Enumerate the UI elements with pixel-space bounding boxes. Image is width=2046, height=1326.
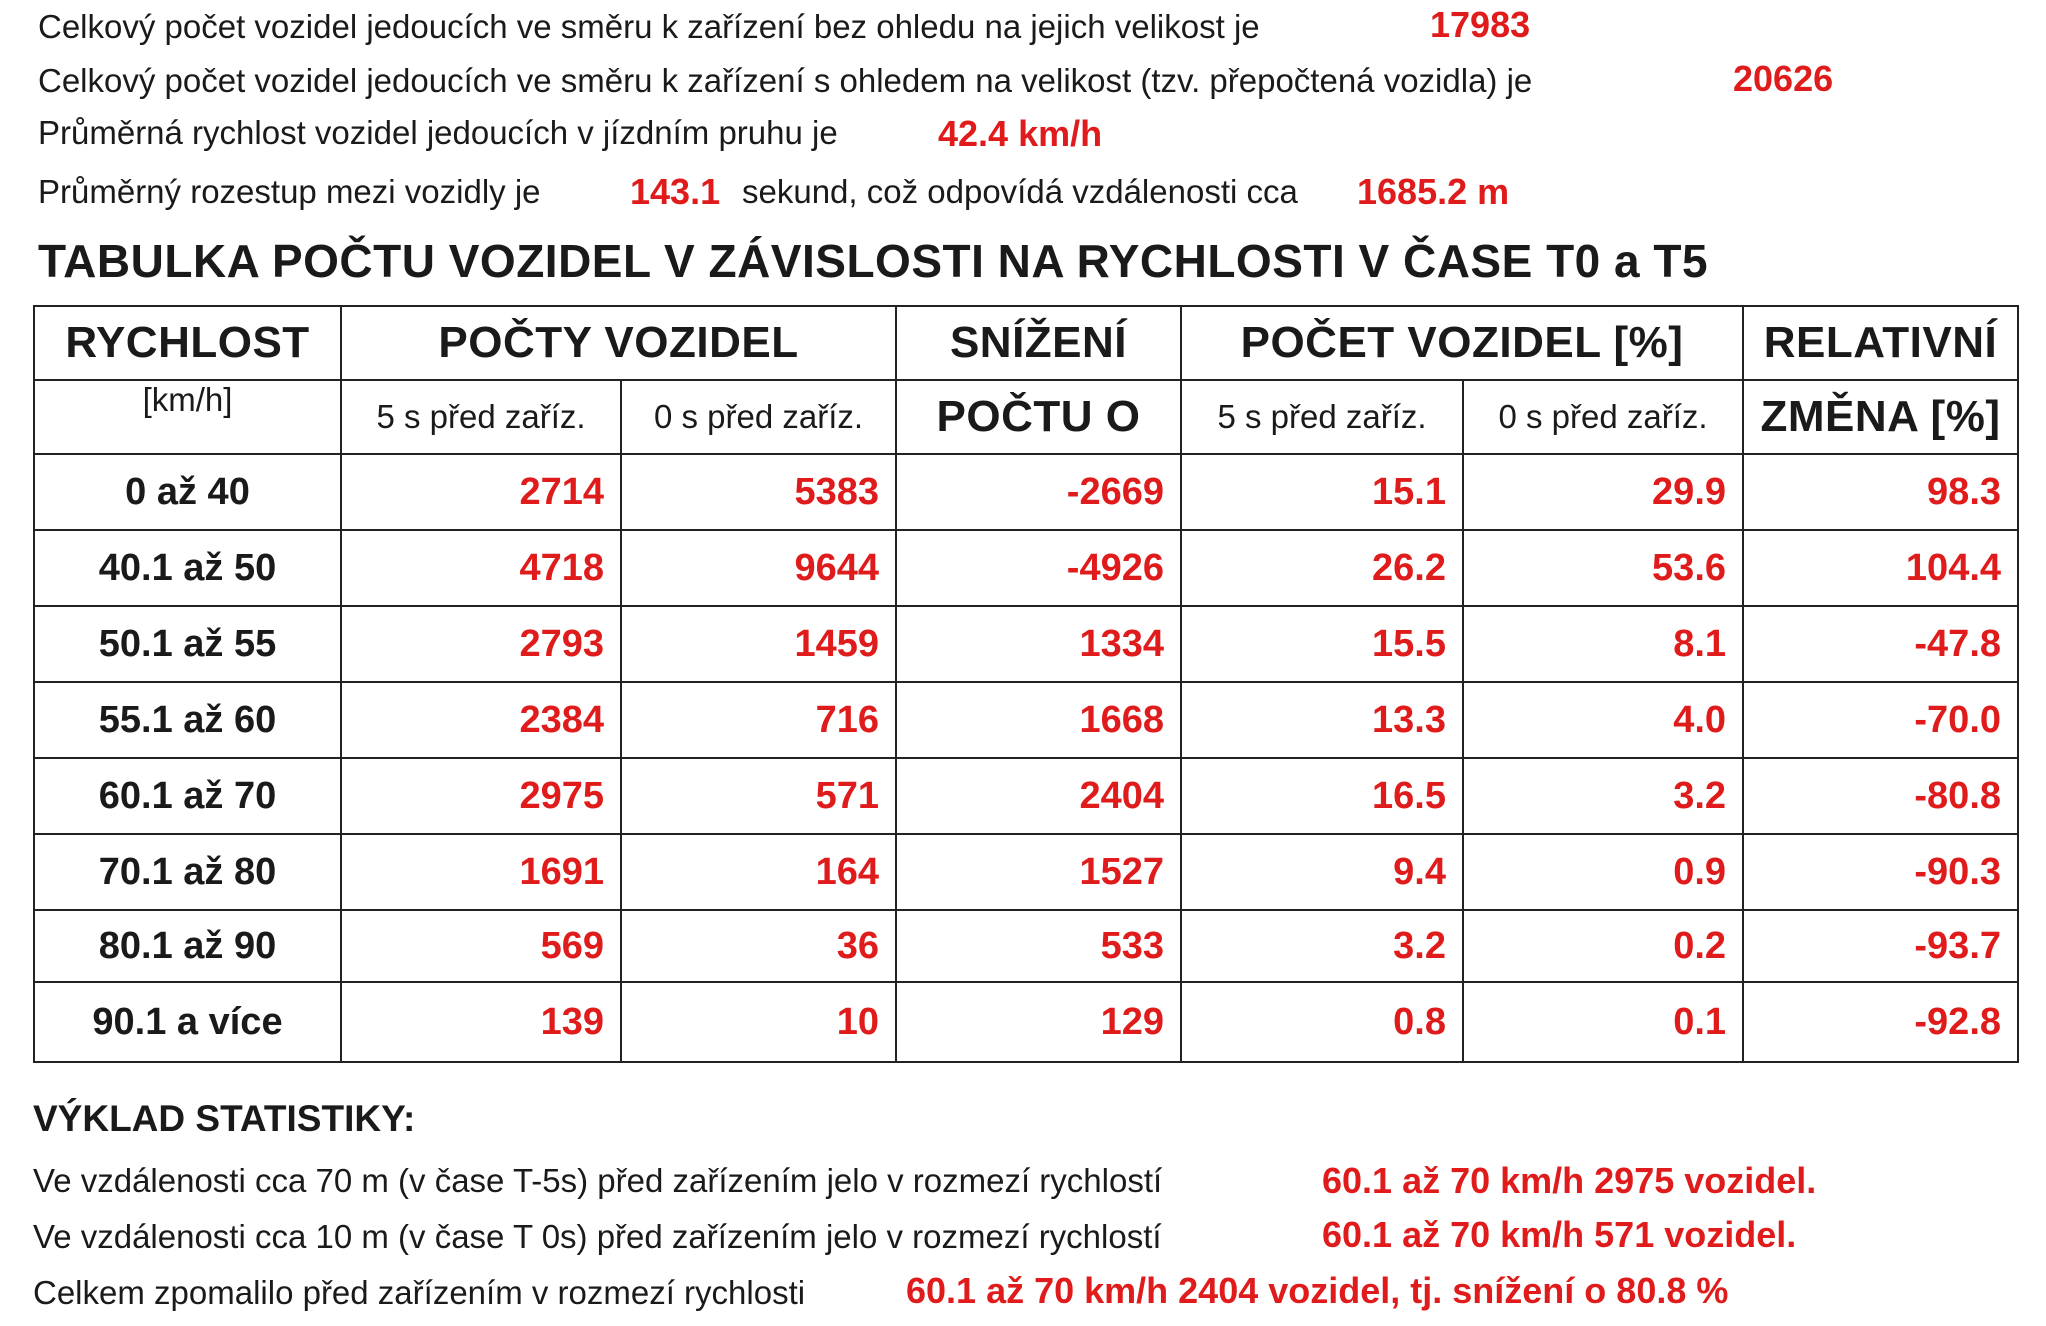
cell-before: 2975 xyxy=(341,758,621,834)
interpretation-line3-value: 60.1 až 70 km/h 2404 vozidel, tj. snížení o 80.8 % xyxy=(906,1270,1729,1311)
interpretation-title: VÝKLAD STATISTIKY: xyxy=(33,1098,416,1139)
cell-reduction: 2404 xyxy=(896,758,1181,834)
header-relative-line1: RELATIVNÍ xyxy=(1743,306,2018,380)
cell-at: 716 xyxy=(621,682,896,758)
cell-pct-at: 0.9 xyxy=(1463,834,1743,910)
table-title: TABULKA POČTU VOZIDEL V ZÁVISLOSTI NA RYCHLOSTI V ČASE T0 a T5 xyxy=(38,235,1709,287)
cell-pct-before: 16.5 xyxy=(1181,758,1463,834)
interpretation-line2-text: Ve vzdálenosti cca 10 m (v čase T 0s) před zařízením jelo v rozmezí rychlostí xyxy=(33,1218,1162,1255)
summary-converted-vehicles-label: Celkový počet vozidel jedoucích ve směru k zařízení s ohledem na velikost (tzv. přepočtená vozidla) je xyxy=(38,62,1533,99)
row-speed-range: 50.1 až 55 xyxy=(34,606,341,682)
row-speed-range: 90.1 a více xyxy=(34,982,341,1062)
cell-pct-at: 8.1 xyxy=(1463,606,1743,682)
table-row xyxy=(34,834,2018,910)
cell-before: 2793 xyxy=(341,606,621,682)
header-counts: POČTY VOZIDEL xyxy=(341,306,896,380)
cell-before: 1691 xyxy=(341,834,621,910)
row-speed-range: 60.1 až 70 xyxy=(34,758,341,834)
cell-relative: -80.8 xyxy=(1743,758,2018,834)
cell-relative: 98.3 xyxy=(1743,454,2018,530)
cell-relative: 104.4 xyxy=(1743,530,2018,606)
summary-average-speed-value: 42.4 km/h xyxy=(938,113,1103,154)
interpretation-line1-text: Ve vzdálenosti cca 70 m (v čase T-5s) před zařízením jelo v rozmezí rychlostí xyxy=(33,1162,1163,1199)
header-percent: POČET VOZIDEL [%] xyxy=(1181,306,1743,380)
vehicle-speed-table xyxy=(33,305,2019,1063)
cell-relative: -93.7 xyxy=(1743,910,2018,982)
header-counts-before: 5 s před zaříz. xyxy=(341,380,621,454)
summary-average-speed-label: Průměrná rychlost vozidel jedoucích v jízdním pruhu je xyxy=(38,114,838,151)
cell-pct-at: 4.0 xyxy=(1463,682,1743,758)
cell-pct-at: 53.6 xyxy=(1463,530,1743,606)
summary-gap-distance-label: sekund, což odpovídá vzdálenosti cca xyxy=(742,173,1298,210)
header-speed: RYCHLOST xyxy=(34,306,341,380)
header-percent-at: 0 s před zaříz. xyxy=(1463,380,1743,454)
cell-before: 569 xyxy=(341,910,621,982)
cell-before: 139 xyxy=(341,982,621,1062)
cell-reduction: -2669 xyxy=(896,454,1181,530)
cell-reduction: 1527 xyxy=(896,834,1181,910)
cell-pct-at: 29.9 xyxy=(1463,454,1743,530)
interpretation-line1-value: 60.1 až 70 km/h 2975 vozidel. xyxy=(1322,1160,1817,1201)
row-speed-range: 40.1 až 50 xyxy=(34,530,341,606)
header-reduction-line2: POČTU O xyxy=(896,380,1181,454)
cell-before: 4718 xyxy=(341,530,621,606)
table-row xyxy=(34,530,2018,606)
cell-relative: -70.0 xyxy=(1743,682,2018,758)
summary-gap-seconds-value: 143.1 xyxy=(630,171,721,212)
row-speed-range: 55.1 až 60 xyxy=(34,682,341,758)
row-speed-range: 80.1 až 90 xyxy=(34,910,341,982)
cell-reduction: 1668 xyxy=(896,682,1181,758)
table-row xyxy=(34,910,2018,982)
cell-pct-before: 3.2 xyxy=(1181,910,1463,982)
interpretation-line2-value: 60.1 až 70 km/h 571 vozidel. xyxy=(1322,1214,1797,1255)
cell-at: 10 xyxy=(621,982,896,1062)
header-relative-line2: ZMĚNA [%] xyxy=(1743,380,2018,454)
cell-pct-at: 0.2 xyxy=(1463,910,1743,982)
row-speed-range: 70.1 až 80 xyxy=(34,834,341,910)
cell-pct-before: 15.5 xyxy=(1181,606,1463,682)
summary-gap-distance-value: 1685.2 m xyxy=(1357,171,1510,212)
cell-pct-before: 26.2 xyxy=(1181,530,1463,606)
cell-pct-before: 0.8 xyxy=(1181,982,1463,1062)
cell-pct-at: 3.2 xyxy=(1463,758,1743,834)
header-reduction-line1: SNÍŽENÍ xyxy=(896,306,1181,380)
cell-before: 2384 xyxy=(341,682,621,758)
table-row xyxy=(34,606,2018,682)
cell-reduction: 533 xyxy=(896,910,1181,982)
summary-total-vehicles-value: 17983 xyxy=(1430,4,1531,45)
summary-total-vehicles-label: Celkový počet vozidel jedoucích ve směru k zařízení bez ohledu na jejich velikost je xyxy=(38,8,1260,45)
cell-at: 5383 xyxy=(621,454,896,530)
cell-reduction: 129 xyxy=(896,982,1181,1062)
cell-pct-before: 15.1 xyxy=(1181,454,1463,530)
table-row xyxy=(34,982,2018,1062)
header-percent-before: 5 s před zaříz. xyxy=(1181,380,1463,454)
cell-before: 2714 xyxy=(341,454,621,530)
table-row xyxy=(34,758,2018,834)
cell-relative: -47.8 xyxy=(1743,606,2018,682)
cell-at: 9644 xyxy=(621,530,896,606)
cell-at: 164 xyxy=(621,834,896,910)
table-row xyxy=(34,682,2018,758)
cell-pct-before: 9.4 xyxy=(1181,834,1463,910)
cell-relative: -90.3 xyxy=(1743,834,2018,910)
cell-reduction: -4926 xyxy=(896,530,1181,606)
header-speed-unit: [km/h] xyxy=(34,380,341,454)
interpretation-line3-text: Celkem zpomalilo před zařízením v rozmezí rychlosti xyxy=(33,1274,806,1311)
cell-relative: -92.8 xyxy=(1743,982,2018,1062)
table-row xyxy=(34,454,2018,530)
summary-gap-label: Průměrný rozestup mezi vozidly je xyxy=(38,173,541,210)
cell-at: 571 xyxy=(621,758,896,834)
cell-pct-at: 0.1 xyxy=(1463,982,1743,1062)
cell-at: 1459 xyxy=(621,606,896,682)
cell-at: 36 xyxy=(621,910,896,982)
row-speed-range: 0 až 40 xyxy=(34,454,341,530)
cell-reduction: 1334 xyxy=(896,606,1181,682)
header-counts-at: 0 s před zaříz. xyxy=(621,380,896,454)
summary-converted-vehicles-value: 20626 xyxy=(1733,58,1834,99)
cell-pct-before: 13.3 xyxy=(1181,682,1463,758)
